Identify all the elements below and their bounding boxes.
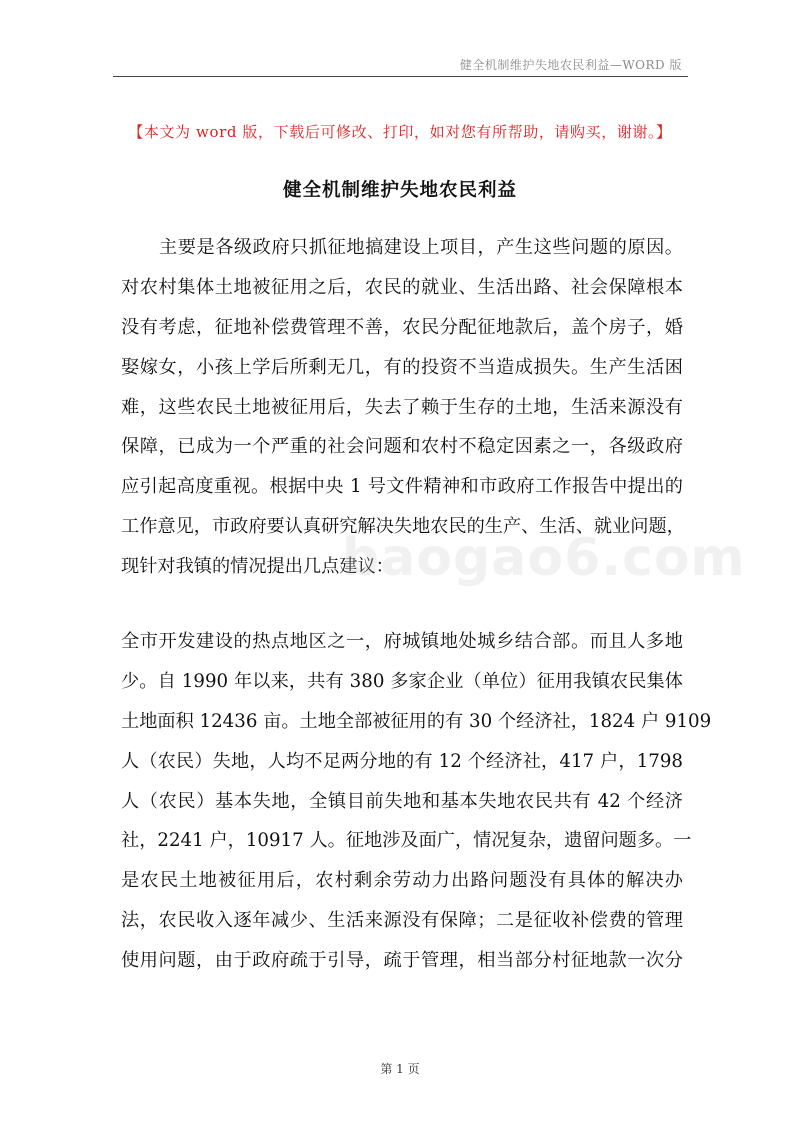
paragraph-line: 是农民土地被征用后，农村剩余劳动力出路问题没有具体的解决办 [121,870,683,892]
paragraph-line: 法，农民收入逐年减少、生活来源没有保障；二是征收补偿费的管理 [121,910,683,932]
paragraph-line: 没有考虑，征地补偿费管理不善，农民分配征地款后，盖个房子，婚 [121,316,683,338]
header-divider [113,76,688,77]
paragraph-line: 全市开发建设的热点地区之一，府城镇地处城乡结合部。而且人多地 [121,631,683,652]
document-title: 健全机制维护失地农民利益 [282,180,517,201]
paragraph-2 [121,622,712,981]
paragraph-line: 难，这些农民土地被征用后，失去了赖于生存的土地，生活来源没有 [121,396,683,418]
paragraph-line: 社，2241 户，10917 人。征地涉及面广，情况复杂，遗留问题多。一 [121,830,692,852]
page-number: 第 1 页 [380,1062,420,1076]
paragraph-line: 使用问题，由于政府疏于引导，疏于管理，相当部分村征地款一次分 [121,950,683,972]
paragraph-line: 人（农民）失地，人均不足两分地的有 12 个经济社，417 户，1798 [121,750,683,772]
paragraph-line: 主要是各级政府只抓征地搞建设上项目，产生这些问题的原因。 [159,237,683,258]
paragraph-line: 土地面积 12436 亩。土地全部被征用的有 30 个经济社，1824 户 9109 [121,710,712,732]
paragraph-line: 对农村集体土地被征用之后，农民的就业、生活出路、社会保障根本 [121,276,683,298]
paragraph-line: 应引起高度重视。根据中央 1 号文件精神和市政府工作报告中提出的 [121,476,683,498]
paragraph-line: 现针对我镇的情况提出几点建议： [121,556,394,578]
watermark: baogao6.com [342,528,746,588]
purchase-notice: 【本文为 word 版，下载后可修改、打印，如对您有所帮助，请购买，谢谢。】 [128,123,672,141]
paragraph-line: 工作意见，市政府要认真研究解决失地农民的生产、生活、就业问题， [121,516,685,538]
running-header-title: 健全机制维护失地农民利益—WORD 版 [459,58,682,72]
paragraph-line: 人（农民）基本失地，全镇目前失地和基本失地农民共有 42 个经济 [121,790,683,812]
paragraph-line: 娶嫁女，小孩上学后所剩无几，有的投资不当造成损失。生产生活困 [121,356,683,378]
paragraph-line: 保障，已成为一个严重的社会问题和农村不稳定因素之一，各级政府 [121,436,683,458]
paragraph-line: 少。自 1990 年以来，共有 380 多家企业（单位）征用我镇农民集体 [121,670,683,692]
paragraph-1 [121,228,683,587]
